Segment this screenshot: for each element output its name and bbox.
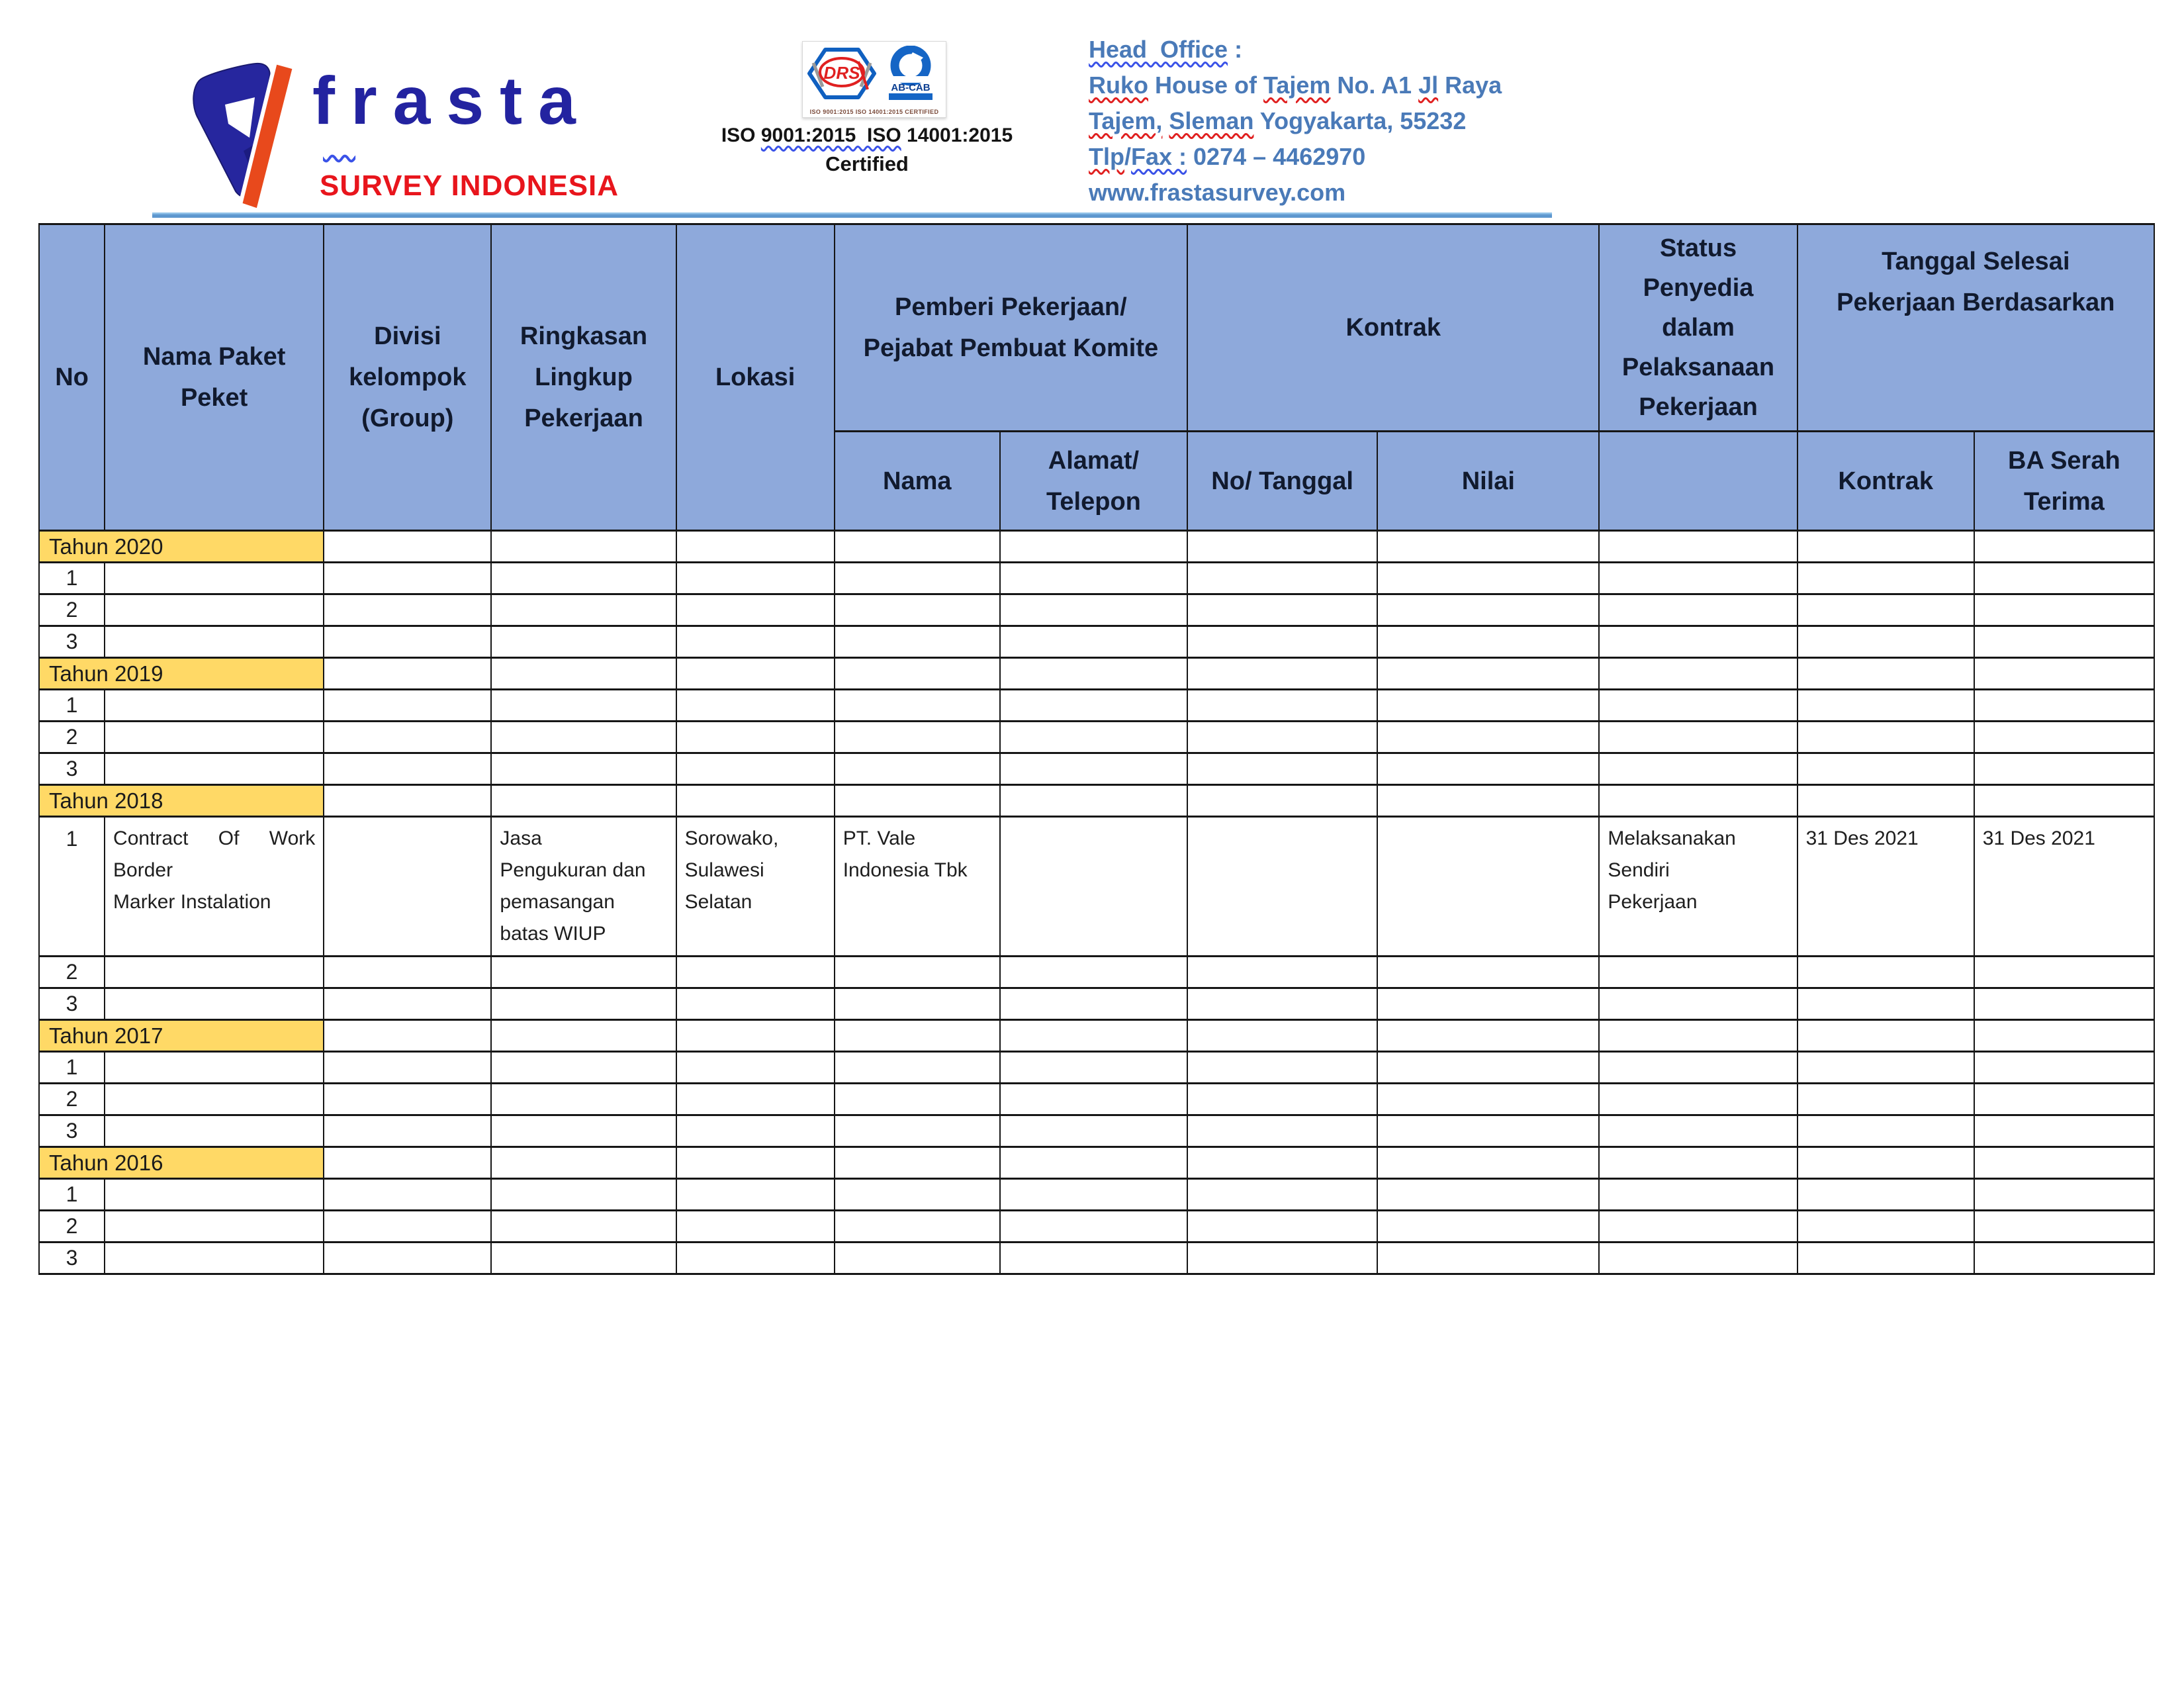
empty-cell xyxy=(1187,722,1377,753)
empty-cell xyxy=(1974,1084,2154,1115)
empty-cell xyxy=(1187,1020,1377,1052)
year-row xyxy=(39,531,2154,563)
empty-cell xyxy=(324,1179,491,1211)
empty-cell xyxy=(324,1052,491,1084)
empty-cell xyxy=(1000,753,1187,785)
empty-cell xyxy=(324,988,491,1020)
empty-cell xyxy=(324,1211,491,1243)
empty-cell xyxy=(1000,1052,1187,1084)
empty-cell xyxy=(1797,658,1974,690)
empty-cell xyxy=(324,1115,491,1147)
empty-cell xyxy=(1000,1020,1187,1052)
empty-cell xyxy=(1000,817,1187,957)
empty-cell xyxy=(1797,1243,1974,1274)
empty-cell xyxy=(105,1179,324,1211)
empty-cell xyxy=(105,690,324,722)
empty-cell xyxy=(1187,753,1377,785)
empty-cell xyxy=(835,1115,1000,1147)
empty-cell xyxy=(1599,1115,1797,1147)
head-office-block xyxy=(1089,32,1502,211)
empty-cell xyxy=(324,1020,491,1052)
empty-cell xyxy=(1000,785,1187,817)
empty-cell xyxy=(1797,785,1974,817)
empty-cell xyxy=(1000,1084,1187,1115)
empty-cell xyxy=(1377,1243,1599,1274)
empty-cell xyxy=(1599,1020,1797,1052)
empty-cell xyxy=(1599,563,1797,594)
year-row xyxy=(39,1147,2154,1179)
empty-cell xyxy=(676,690,835,722)
empty-cell xyxy=(1000,1179,1187,1211)
item-row xyxy=(39,753,2154,785)
empty-cell xyxy=(1599,690,1797,722)
year-label: Tahun 2020 xyxy=(39,531,324,563)
empty-cell xyxy=(1187,1052,1377,1084)
sub-header-ba: BA Serah Terima xyxy=(1974,432,2154,531)
empty-cell xyxy=(491,1020,676,1052)
row-number: 1 xyxy=(39,817,105,957)
empty-cell xyxy=(676,1084,835,1115)
empty-cell xyxy=(1599,531,1797,563)
empty-cell xyxy=(491,1052,676,1084)
client-name-cell: PT. Vale Indonesia Tbk xyxy=(835,817,1000,957)
empty-cell xyxy=(491,753,676,785)
address-line-2: Tajem, Sleman Yogyakarta, 55232 xyxy=(1089,107,1467,134)
empty-cell xyxy=(324,563,491,594)
empty-cell xyxy=(1377,785,1599,817)
address-line-1: Ruko House of Tajem No. A1 Jl Raya xyxy=(1089,71,1502,99)
drs-cert-icon xyxy=(805,46,878,101)
empty-cell xyxy=(1974,1211,2154,1243)
empty-cell xyxy=(1797,1147,1974,1179)
empty-cell xyxy=(676,594,835,626)
empty-cell xyxy=(1974,1147,2154,1179)
empty-cell xyxy=(676,1020,835,1052)
empty-cell xyxy=(835,1211,1000,1243)
empty-cell xyxy=(676,1052,835,1084)
empty-cell xyxy=(491,1147,676,1179)
item-row xyxy=(39,1243,2154,1274)
head-office-title: Head Office : xyxy=(1089,36,1243,63)
empty-cell xyxy=(676,988,835,1020)
row-number: 3 xyxy=(39,626,105,658)
empty-cell xyxy=(835,785,1000,817)
empty-cell xyxy=(1187,1115,1377,1147)
sub-header-status-blank xyxy=(1599,432,1797,531)
empty-cell xyxy=(1599,753,1797,785)
year-row xyxy=(39,785,2154,817)
location-cell: Sorowako, Sulawesi Selatan xyxy=(676,817,835,957)
empty-cell xyxy=(1187,531,1377,563)
empty-cell xyxy=(1599,722,1797,753)
empty-cell xyxy=(1797,753,1974,785)
empty-cell xyxy=(1377,1211,1599,1243)
iso-standards-text: ISO 9001:2015 ISO 14001:2015 xyxy=(721,124,1013,146)
row-number: 1 xyxy=(39,563,105,594)
row-number: 2 xyxy=(39,594,105,626)
empty-cell xyxy=(491,658,676,690)
group-header-kontrak: Kontrak xyxy=(1187,224,1599,432)
experience-table xyxy=(38,223,2155,1275)
empty-cell xyxy=(1599,1179,1797,1211)
empty-cell xyxy=(1599,1084,1797,1115)
year-label: Tahun 2019 xyxy=(39,658,324,690)
empty-cell xyxy=(1599,1211,1797,1243)
empty-cell xyxy=(1797,1115,1974,1147)
empty-cell xyxy=(835,626,1000,658)
empty-cell xyxy=(491,722,676,753)
empty-cell xyxy=(324,957,491,988)
row-number: 2 xyxy=(39,957,105,988)
empty-cell xyxy=(1797,690,1974,722)
empty-cell xyxy=(1187,563,1377,594)
year-row xyxy=(39,658,2154,690)
empty-cell xyxy=(835,658,1000,690)
empty-cell xyxy=(1187,988,1377,1020)
empty-cell xyxy=(1187,658,1377,690)
empty-cell xyxy=(1974,563,2154,594)
empty-cell xyxy=(1797,1052,1974,1084)
empty-cell xyxy=(676,753,835,785)
empty-cell xyxy=(835,1243,1000,1274)
empty-cell xyxy=(1377,563,1599,594)
empty-cell xyxy=(324,531,491,563)
frasta-logo-icon xyxy=(191,58,303,216)
empty-cell xyxy=(676,626,835,658)
empty-cell xyxy=(324,1243,491,1274)
empty-cell xyxy=(676,722,835,753)
empty-cell xyxy=(1000,563,1187,594)
empty-cell xyxy=(1599,957,1797,988)
empty-cell xyxy=(835,594,1000,626)
row-number: 3 xyxy=(39,988,105,1020)
empty-cell xyxy=(676,1147,835,1179)
phone-line: Tlp/Fax : 0274 – 4462970 xyxy=(1089,143,1366,170)
empty-cell xyxy=(835,722,1000,753)
empty-cell xyxy=(1377,722,1599,753)
empty-cell xyxy=(1377,1179,1599,1211)
empty-cell xyxy=(1974,531,2154,563)
empty-cell xyxy=(1974,658,2154,690)
item-row xyxy=(39,1211,2154,1243)
col-header-lokasi: Lokasi xyxy=(676,224,835,531)
empty-cell xyxy=(1000,1211,1187,1243)
sub-header-nilai: Nilai xyxy=(1377,432,1599,531)
empty-cell xyxy=(324,722,491,753)
empty-cell xyxy=(1187,1243,1377,1274)
empty-cell xyxy=(1000,722,1187,753)
empty-cell xyxy=(1377,1052,1599,1084)
empty-cell xyxy=(835,1147,1000,1179)
empty-cell xyxy=(491,988,676,1020)
empty-cell xyxy=(1599,626,1797,658)
empty-cell xyxy=(1797,988,1974,1020)
empty-cell xyxy=(491,563,676,594)
row-number: 3 xyxy=(39,1243,105,1274)
empty-cell xyxy=(105,1084,324,1115)
empty-cell xyxy=(1797,1211,1974,1243)
finish-date-ba-cell: 31 Des 2021 xyxy=(1974,817,2154,957)
empty-cell xyxy=(1599,1243,1797,1274)
empty-cell xyxy=(1797,722,1974,753)
abcab-cert-icon xyxy=(881,46,940,107)
empty-cell xyxy=(835,531,1000,563)
empty-cell xyxy=(1599,1052,1797,1084)
spellcheck-squiggle xyxy=(323,130,355,156)
empty-cell xyxy=(105,563,324,594)
col-header-status: Status Penyedia dalam Pelaksanaan Pekerjaan xyxy=(1599,224,1797,432)
empty-cell xyxy=(491,785,676,817)
empty-cell xyxy=(1797,1179,1974,1211)
item-row xyxy=(39,563,2154,594)
empty-cell xyxy=(1377,1020,1599,1052)
status-cell: Melaksanakan Sendiri Pekerjaan xyxy=(1599,817,1797,957)
empty-cell xyxy=(1377,1147,1599,1179)
empty-cell xyxy=(324,785,491,817)
empty-cell xyxy=(105,1052,324,1084)
group-header-pemberi: Pemberi Pekerjaan/ Pejabat Pembuat Komite xyxy=(835,224,1187,432)
empty-cell xyxy=(1377,817,1599,957)
sub-header-kontrak: Kontrak xyxy=(1797,432,1974,531)
year-row xyxy=(39,1020,2154,1052)
empty-cell xyxy=(1974,1243,2154,1274)
empty-cell xyxy=(1377,1084,1599,1115)
empty-cell xyxy=(1000,1115,1187,1147)
empty-cell xyxy=(676,785,835,817)
sub-header-no-tanggal: No/ Tanggal xyxy=(1187,432,1377,531)
empty-cell xyxy=(1000,594,1187,626)
empty-cell xyxy=(491,626,676,658)
row-number: 2 xyxy=(39,1084,105,1115)
empty-cell xyxy=(491,1179,676,1211)
empty-cell xyxy=(105,722,324,753)
row-number: 3 xyxy=(39,1115,105,1147)
empty-cell xyxy=(676,957,835,988)
empty-cell xyxy=(835,690,1000,722)
row-number: 2 xyxy=(39,1211,105,1243)
row-number: 2 xyxy=(39,722,105,753)
empty-cell xyxy=(1187,1211,1377,1243)
empty-cell xyxy=(835,753,1000,785)
empty-cell xyxy=(105,594,324,626)
empty-cell xyxy=(1797,531,1974,563)
empty-cell xyxy=(1000,690,1187,722)
sub-header-nama: Nama xyxy=(835,432,1000,531)
project-row xyxy=(39,817,2154,957)
empty-cell xyxy=(105,957,324,988)
empty-cell xyxy=(1974,1052,2154,1084)
empty-cell xyxy=(1797,594,1974,626)
year-label: Tahun 2017 xyxy=(39,1020,324,1052)
empty-cell xyxy=(835,957,1000,988)
empty-cell xyxy=(1187,1147,1377,1179)
empty-cell xyxy=(324,594,491,626)
empty-cell xyxy=(1000,658,1187,690)
empty-cell xyxy=(1377,690,1599,722)
group-header-tanggal: Tanggal Selesai Pekerjaan Berdasarkan xyxy=(1797,224,2154,432)
item-row xyxy=(39,1052,2154,1084)
empty-cell xyxy=(1000,957,1187,988)
item-row xyxy=(39,626,2154,658)
row-number: 3 xyxy=(39,753,105,785)
empty-cell xyxy=(324,1084,491,1115)
empty-cell xyxy=(491,1211,676,1243)
empty-cell xyxy=(1974,594,2154,626)
empty-cell xyxy=(1187,785,1377,817)
letterhead-divider xyxy=(152,212,1552,218)
cert-fine-print: ISO 9001:2015 ISO 14001:2015 CERTIFIED xyxy=(809,109,939,115)
empty-cell xyxy=(1974,722,2154,753)
empty-cell xyxy=(491,1115,676,1147)
row-number: 1 xyxy=(39,1052,105,1084)
project-name-cell: Contract Of Work Border Marker Instalation xyxy=(105,817,324,957)
drs-label: DRS xyxy=(823,63,860,83)
empty-cell xyxy=(676,658,835,690)
empty-cell xyxy=(835,988,1000,1020)
empty-cell xyxy=(1187,690,1377,722)
year-label: Tahun 2018 xyxy=(39,785,324,817)
sub-header-alamat: Alamat/ Telepon xyxy=(1000,432,1187,531)
certification-logo-box xyxy=(802,41,946,118)
empty-cell xyxy=(1797,563,1974,594)
certified-label: Certified xyxy=(825,152,909,175)
empty-cell xyxy=(1974,1115,2154,1147)
empty-cell xyxy=(676,531,835,563)
empty-cell xyxy=(1187,817,1377,957)
scope-cell: Jasa Pengukuran dan pemasangan batas WIUP xyxy=(491,817,676,957)
brand-tagline: SURVEY INDONESIA xyxy=(320,169,619,202)
empty-cell xyxy=(491,957,676,988)
empty-cell xyxy=(1974,1179,2154,1211)
empty-cell xyxy=(835,1052,1000,1084)
empty-cell xyxy=(105,1115,324,1147)
empty-cell xyxy=(491,531,676,563)
row-number: 1 xyxy=(39,1179,105,1211)
empty-cell xyxy=(324,658,491,690)
empty-cell xyxy=(835,563,1000,594)
empty-cell xyxy=(1377,957,1599,988)
empty-cell xyxy=(1599,594,1797,626)
empty-cell xyxy=(105,753,324,785)
empty-cell xyxy=(1187,1084,1377,1115)
empty-cell xyxy=(1377,531,1599,563)
empty-cell xyxy=(1187,594,1377,626)
empty-cell xyxy=(1974,785,2154,817)
item-row xyxy=(39,594,2154,626)
empty-cell xyxy=(1000,1147,1187,1179)
empty-cell xyxy=(1599,1147,1797,1179)
empty-cell xyxy=(1377,594,1599,626)
empty-cell xyxy=(491,690,676,722)
finish-date-contract-cell: 31 Des 2021 xyxy=(1797,817,1974,957)
empty-cell xyxy=(1599,785,1797,817)
empty-cell xyxy=(105,626,324,658)
empty-cell xyxy=(1377,753,1599,785)
empty-cell xyxy=(676,1115,835,1147)
empty-cell xyxy=(324,753,491,785)
empty-cell xyxy=(491,594,676,626)
empty-cell xyxy=(1000,988,1187,1020)
empty-cell xyxy=(1377,658,1599,690)
empty-cell xyxy=(1187,626,1377,658)
item-row xyxy=(39,1084,2154,1115)
empty-cell xyxy=(1377,988,1599,1020)
empty-cell xyxy=(676,1211,835,1243)
empty-cell xyxy=(1974,626,2154,658)
empty-cell xyxy=(835,1084,1000,1115)
empty-cell xyxy=(491,1084,676,1115)
empty-cell xyxy=(1187,1179,1377,1211)
empty-cell xyxy=(1000,1243,1187,1274)
empty-cell xyxy=(1974,690,2154,722)
empty-cell xyxy=(105,1211,324,1243)
empty-cell xyxy=(676,563,835,594)
empty-cell xyxy=(1000,531,1187,563)
empty-cell xyxy=(676,1243,835,1274)
empty-cell xyxy=(1599,658,1797,690)
empty-cell xyxy=(324,817,491,957)
empty-cell xyxy=(1599,988,1797,1020)
empty-cell xyxy=(105,988,324,1020)
item-row xyxy=(39,690,2154,722)
item-row xyxy=(39,988,2154,1020)
empty-cell xyxy=(1000,626,1187,658)
empty-cell xyxy=(491,1243,676,1274)
empty-cell xyxy=(1974,988,2154,1020)
empty-cell xyxy=(324,690,491,722)
col-header-ringkasan: Ringkasan Lingkup Pekerjaan xyxy=(491,224,676,531)
empty-cell xyxy=(324,626,491,658)
col-header-no: No xyxy=(39,224,105,531)
empty-cell xyxy=(835,1020,1000,1052)
abcab-label: AB-CAB xyxy=(891,82,931,93)
empty-cell xyxy=(1797,1020,1974,1052)
item-row xyxy=(39,1115,2154,1147)
empty-cell xyxy=(1797,1084,1974,1115)
row-number: 1 xyxy=(39,690,105,722)
empty-cell xyxy=(1974,1020,2154,1052)
col-header-divisi: Divisi kelompok (Group) xyxy=(324,224,491,531)
empty-cell xyxy=(1974,957,2154,988)
empty-cell xyxy=(324,1147,491,1179)
item-row xyxy=(39,957,2154,988)
empty-cell xyxy=(835,1179,1000,1211)
empty-cell xyxy=(1187,957,1377,988)
year-label: Tahun 2016 xyxy=(39,1147,324,1179)
empty-cell xyxy=(1797,626,1974,658)
empty-cell xyxy=(1377,626,1599,658)
empty-cell xyxy=(676,1179,835,1211)
empty-cell xyxy=(105,1243,324,1274)
empty-cell xyxy=(1797,957,1974,988)
website-url: www.frastasurvey.com xyxy=(1089,179,1346,206)
col-header-nama-paket: Nama Paket Peket xyxy=(105,224,324,531)
empty-cell xyxy=(1974,753,2154,785)
empty-cell xyxy=(1377,1115,1599,1147)
item-row xyxy=(39,1179,2154,1211)
brand-wordmark: frasta xyxy=(312,63,592,138)
item-row xyxy=(39,722,2154,753)
